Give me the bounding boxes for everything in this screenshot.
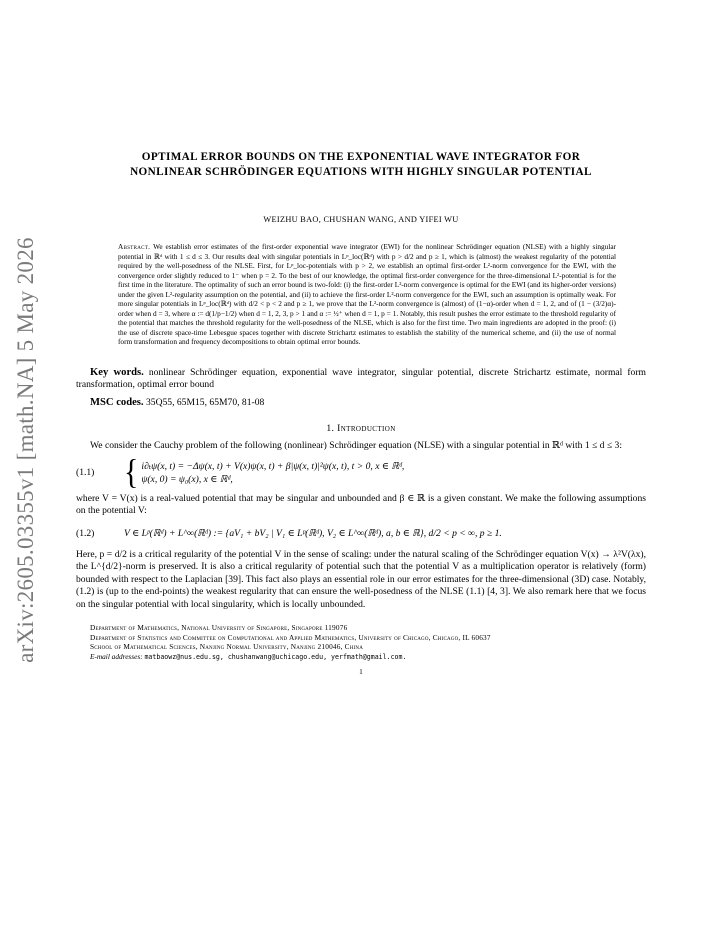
page-number: 1: [359, 666, 363, 676]
keywords-label: Key words.: [90, 367, 144, 379]
arxiv-id: arXiv:2605.03355v1 [math.NA] 5 May 2026: [13, 237, 38, 663]
affiliation-1: Department of Mathematics, National University of Singapore, Singapore 119076: [90, 623, 348, 633]
paragraph-1: We consider the Cauchy problem of the following (nonlinear) Schrödinger equation (NLSE) with a singular potential in ℝᵈ with 1 ≤ d ≤ 3:: [90, 440, 622, 452]
email-addresses: matbaowz@nus.edu.sg, chushanwang@uchicago.edu, yerfmath@gmail.com.: [144, 653, 407, 662]
section-title: 1. Introduction: [326, 423, 396, 435]
arxiv-stamp: [4, 237, 48, 663]
msc-codes: [76, 397, 646, 409]
equation-1-1: [76, 453, 646, 492]
abstract-heading: Abstract.: [118, 242, 151, 251]
paper-page: [76, 150, 646, 676]
equation-1-2: [76, 528, 646, 539]
msc-label: MSC codes.: [90, 396, 144, 408]
equation-number: (1.1): [76, 467, 95, 479]
paragraph-2: where V = V(x) is a real-valued potential that may be singular and unbounded and β ∈ ℝ is a given constant. We make the following assumptions on the potential V:: [76, 492, 646, 517]
title-line-1: OPTIMAL ERROR BOUNDS ON THE EXPONENTIAL WAVE INTEGRATOR FOR: [141, 151, 581, 163]
keywords-text: nonlinear Schrödinger equation, exponential wave integrator, singular potential, discrete Strichartz estimate, normal form transformation, optimal error bound: [76, 367, 646, 391]
paragraph-3: Here, p = d/2 is a critical regularity of the potential V in the sense of scaling: under the natural scaling of the Schrödinger equation V(x) → λ²V(λx), the L^{d/2}-norm is preserved. It is also a critical regularity of potential such that the potential V as a multiplication operator is relatively (form) bounded with respect to the Laplacian [39]. This fact also plays an essential role in our error estimates for the three-dimensional (3D) case. Notably, (1.2) is (up to the end-points) the weakest regularity that can ensure the well-posedness of the NLSE (1.1) [4, 3]. We also remark here that we focus on the singular potential with local singularity, which is locally unbounded.: [76, 548, 646, 610]
title-line-2: NONLINEAR SCHRÖDINGER EQUATIONS WITH HIGHLY SINGULAR POTENTIAL: [130, 166, 592, 178]
equation-line: i∂ₜψ(x, t) = −Δψ(x, t) + V(x)ψ(x, t) + β|ψ(x, t)|²ψ(x, t), t > 0, x ∈ ℝᵈ,: [141, 460, 405, 472]
left-brace-icon: {: [124, 453, 139, 492]
paper-title: [76, 150, 646, 180]
email-label: E-mail addresses:: [90, 652, 143, 662]
abstract-body: We establish error estimates of the first-order exponential wave integrator (EWI) for the nonlinear Schrödinger equation (NLSE) with a highly singular potential in ℝᵈ with 1 ≤ d ≤ 3. Our results deal with singular potentials in Lᵖ_loc(ℝᵈ) with p > d/2 and p ≥ 1, which is (almost) the weakest regularity of the potential required by the well-posedness of the NLSE. First, for Lᵖ_loc-potentials with p > 2, we establish an optimal first-order L²-norm convergence for the EWI, with the convergence order slightly reduced to 1⁻ when p = 2. To the best of our knowledge, the optimal first-order convergence for the three-dimensional L²-potential is for the first time in the literature. The optimality of such an error bound is two-fold: (i) the first-order L²-norm convergence is optimal for the EWI (and its higher-order versions) under the given L²-regularity assumption on the potential, and (ii) to achieve the first-order L²-norm convergence for the EWI, such an assumption is optimally weak. For more singular potentials in Lᵖ_loc(ℝᵈ) with d/2 < p < 2 and p ≥ 1, we prove that the L²-norm convergence is (almost) of (1−α)-order when d = 1, 2, and of (1 − (3/2)α)-order when d = 3, where α := d(1/p−1/2) when d = 1, 2, 3, p > 1 and α := ½⁺ when d = 1, p = 1. Notably, this result pushes the error estimate to the threshold regularity of the potential that matches the threshold regularity for the well-posedness of the NLSE, which is also for the first time. Two main ingredients are adopted in the proof: (i) the use of discrete space-time Lebesgue spaces together with discrete Strichartz estimates to establish the stability of the numerical scheme, and (ii) the use of normal form transformation and frequency decompositions to obtain optimal error bounds.: [118, 242, 616, 347]
affiliation-2: Department of Statistics and Committee on Computational and Applied Mathematics, University of Chicago, Chicago, IL 60637: [90, 632, 491, 642]
abstract: [118, 242, 616, 347]
authors: WEIZHU BAO, CHUSHAN WANG, AND YIFEI WU: [263, 215, 459, 224]
equation-body: V ∈ Lᵖ(ℝᵈ) + L^∞(ℝᵈ) := {aV₁ + bV₂ | V₁ ∈ Lᵖ(ℝᵈ), V₂ ∈ L^∞(ℝᵈ), a, b ∈ ℝ}, d/2 < p < ∞, p ≥ 1.: [124, 527, 502, 539]
footnotes: [76, 623, 646, 662]
keywords: [76, 367, 646, 392]
msc-text: 35Q55, 65M15, 65M70, 81-08: [145, 396, 265, 408]
equation-number: (1.2): [76, 527, 95, 539]
equation-line: ψ(x, 0) = ψ₀(x), x ∈ ℝᵈ,: [141, 473, 233, 485]
email-line: [76, 652, 646, 663]
affiliation-3: School of Mathematical Sciences, Nanjing Normal University, Nanjing 210046, China: [90, 642, 364, 652]
